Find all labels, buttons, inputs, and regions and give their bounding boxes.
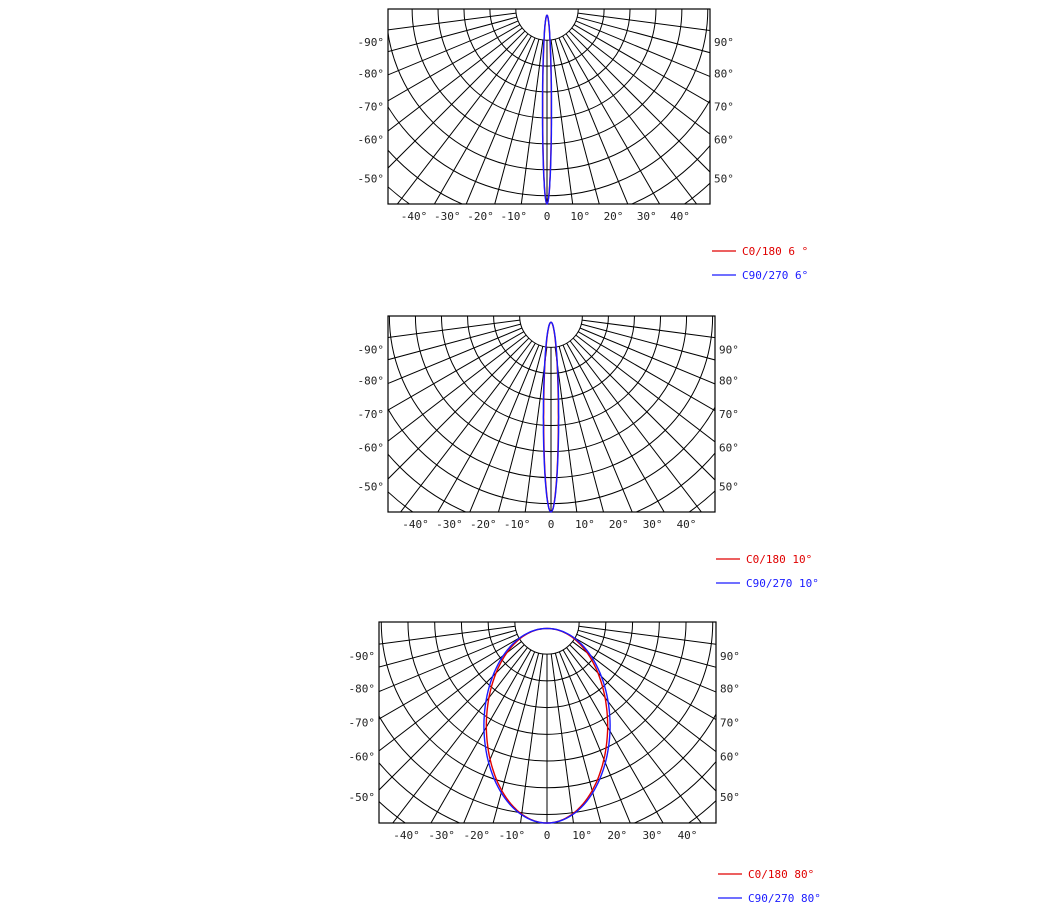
grid-ray bbox=[187, 21, 518, 158]
bottom-tick-label: 40° bbox=[670, 210, 690, 223]
grid-ray bbox=[170, 17, 517, 110]
left-tick-label: -80° bbox=[348, 682, 375, 696]
grid-ray bbox=[352, 36, 531, 347]
right-tick-label: 80° bbox=[719, 374, 739, 388]
grid-ray bbox=[162, 320, 520, 367]
left-tick-label: -80° bbox=[357, 374, 384, 388]
right-tick-label: 50° bbox=[719, 480, 739, 494]
legend-label: C90/270 10° bbox=[746, 577, 819, 590]
right-tick-label: 60° bbox=[714, 133, 734, 147]
grid-ray bbox=[355, 343, 535, 655]
bottom-tick-label: 40° bbox=[676, 518, 697, 531]
legend-label: C90/270 6° bbox=[742, 269, 809, 282]
bottom-tick-label: 20° bbox=[608, 518, 629, 531]
bottom-tick-label: 10° bbox=[570, 210, 591, 223]
bottom-tick-label: -30° bbox=[436, 518, 463, 531]
bottom-tick-label: -10° bbox=[500, 210, 527, 223]
right-tick-label: 60° bbox=[719, 441, 739, 455]
bottom-tick-label: -20° bbox=[463, 829, 490, 842]
bottom-tick-label: -10° bbox=[498, 829, 526, 842]
bottom-tick-label: -20° bbox=[467, 210, 494, 223]
left-tick-label: -50° bbox=[357, 480, 384, 494]
grid-ray bbox=[159, 630, 516, 726]
grid-ray bbox=[555, 39, 648, 386]
right-tick-label: 80° bbox=[720, 682, 740, 696]
grid-ray bbox=[577, 634, 919, 776]
bottom-tick-label: 30° bbox=[642, 518, 663, 531]
polar-diagram-3 bbox=[145, 349, 949, 917]
bottom-tick-label: -30° bbox=[434, 210, 461, 223]
left-tick-label: -90° bbox=[348, 650, 375, 664]
bottom-tick-label: -30° bbox=[428, 829, 455, 842]
left-tick-label: -80° bbox=[357, 67, 384, 81]
grid-ray bbox=[581, 324, 929, 417]
grid-ray bbox=[443, 653, 539, 917]
right-tick-label: 90° bbox=[720, 650, 740, 664]
inner-circle bbox=[516, 0, 578, 40]
right-tick-label: 60° bbox=[720, 750, 740, 764]
left-tick-label: -60° bbox=[348, 750, 375, 764]
grid-ray bbox=[580, 328, 913, 466]
bottom-tick-label: 20° bbox=[607, 829, 628, 842]
right-tick-label: 70° bbox=[714, 100, 734, 114]
left-tick-label: -70° bbox=[348, 716, 375, 730]
grid-ray bbox=[310, 34, 528, 319]
legend-label: C0/180 6 ° bbox=[742, 245, 809, 258]
bottom-tick-label: -10° bbox=[503, 518, 531, 531]
grid-ray bbox=[555, 653, 651, 917]
left-tick-label: -90° bbox=[357, 343, 384, 357]
left-tick-label: -50° bbox=[348, 790, 375, 804]
right-tick-label: 70° bbox=[719, 408, 739, 421]
legend-label: C0/180 80° bbox=[748, 868, 815, 881]
grid-ray bbox=[176, 634, 518, 776]
grid-ray bbox=[312, 341, 532, 627]
grid-ray bbox=[577, 17, 924, 110]
bottom-tick-label: 30° bbox=[642, 829, 663, 842]
grid-ray bbox=[578, 630, 935, 726]
grid-ray bbox=[582, 320, 940, 367]
bottom-tick-label: -40° bbox=[402, 518, 429, 531]
grid-ray bbox=[567, 343, 747, 655]
right-tick-label: 50° bbox=[714, 172, 734, 186]
grid-ray bbox=[578, 13, 934, 60]
bottom-tick-label: 0 bbox=[543, 210, 551, 223]
grid-ray bbox=[160, 13, 516, 60]
left-tick-label: -50° bbox=[357, 172, 384, 186]
grid-ray bbox=[563, 36, 742, 347]
grid-ray bbox=[576, 21, 907, 158]
left-tick-label: -70° bbox=[357, 100, 384, 114]
bottom-tick-label: 0 bbox=[543, 829, 551, 842]
right-tick-label: 90° bbox=[719, 343, 739, 357]
right-tick-label: 80° bbox=[714, 67, 734, 81]
right-tick-label: 70° bbox=[720, 716, 740, 730]
grid-ray bbox=[189, 328, 522, 466]
grid-ray bbox=[148, 626, 515, 674]
right-tick-label: 90° bbox=[714, 36, 734, 50]
left-tick-label: -60° bbox=[357, 133, 384, 147]
right-tick-label: 50° bbox=[720, 790, 740, 804]
bottom-tick-label: 40° bbox=[677, 829, 698, 842]
bottom-tick-label: -20° bbox=[470, 518, 497, 531]
bottom-tick-label: -40° bbox=[400, 210, 428, 223]
legend-label: C0/180 10° bbox=[746, 553, 813, 566]
bottom-tick-label: 0 bbox=[547, 518, 555, 531]
legend-label: C90/270 80° bbox=[748, 892, 821, 905]
grid-ray bbox=[579, 626, 946, 674]
left-tick-label: -90° bbox=[357, 36, 384, 50]
bottom-tick-label: 30° bbox=[636, 210, 657, 223]
left-tick-label: -70° bbox=[357, 408, 384, 421]
bottom-tick-label: 10° bbox=[572, 829, 593, 842]
grid-ray bbox=[172, 324, 520, 417]
bottom-tick-label: 10° bbox=[574, 518, 595, 531]
bottom-tick-label: -40° bbox=[393, 829, 420, 842]
left-tick-label: -60° bbox=[357, 441, 384, 455]
grid-ray bbox=[302, 648, 527, 917]
bottom-tick-label: 20° bbox=[603, 210, 624, 223]
